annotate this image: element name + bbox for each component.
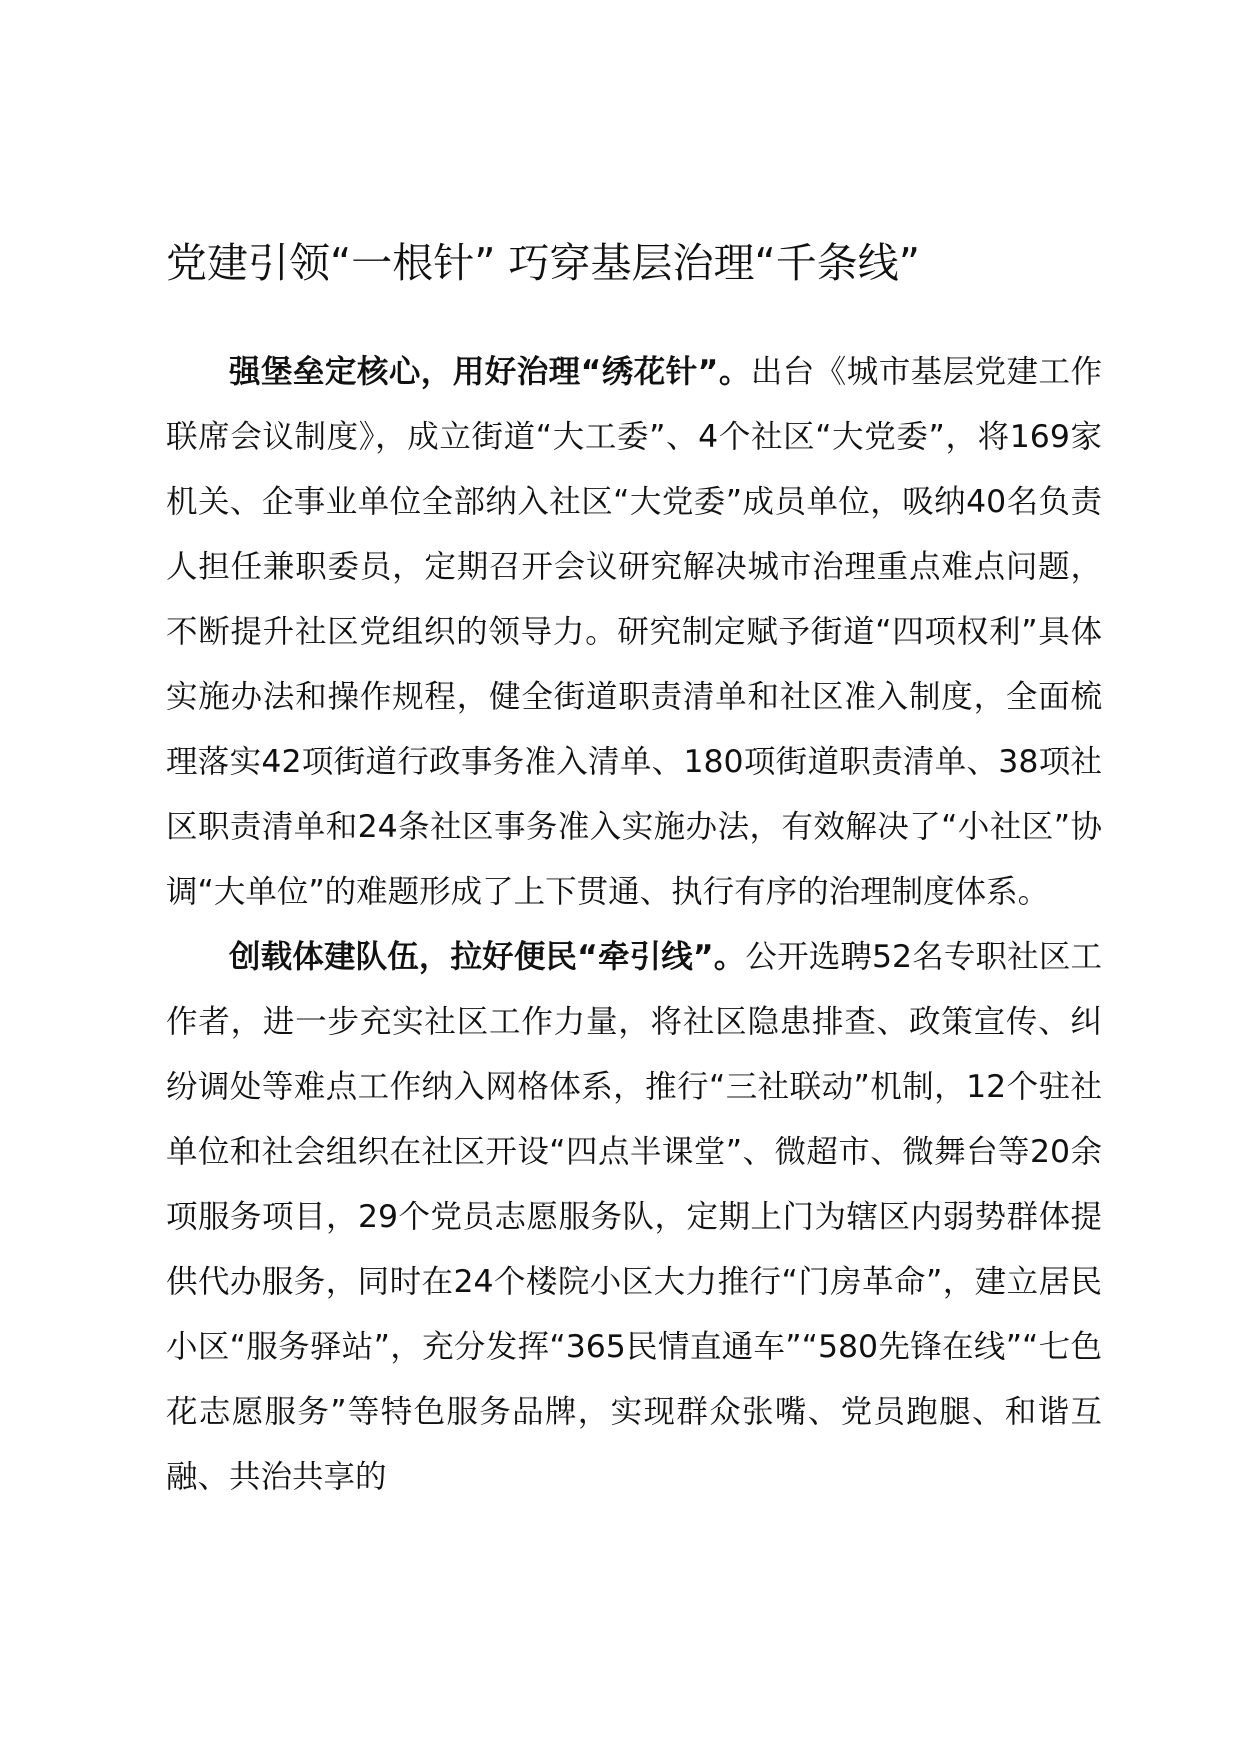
paragraph-2-text: 公开选聘52名专职社区工作者，进一步充实社区工作力量，将社区隐患排查、政策宣传、纠纷调处等难点工作纳入网格体系，推行“三社联动”机制，12个驻社单位和社会组织在社区开设“四点半课堂”、微超市、微舞台等20余项服务项目，29个党员志愿服务队，定期上门为辖区内弱势群体提供代办服务，同时在24个楼院小区大力推行“门房革命”，建立居民小区“服务驿站”，充分发挥“365民情直通车”“580先锋在线”“七色花志愿服务”等特色服务品牌，实现群众张嘴、党员跑腿、和谐互融、共治共享的 — [166, 939, 1102, 1495]
paragraph-2 — [166, 925, 1102, 1510]
document-body — [166, 340, 1102, 1510]
paragraph-2-heading: 创载体建队伍，拉好便民“牵引线”。 — [229, 939, 746, 975]
paragraph-1-text: 出台《城市基层党建工作联席会议制度》，成立街道“大工委”、4个社区“大党委”，将169家机关、企事业单位全部纳入社区“大党委”成员单位，吸纳40名负责人担任兼职委员，定期召开会议研究解决城市治理重点难点问题，不断提升社区党组织的领导力。研究制定赋予街道“四项权利”具体实施办法和操作规程，健全街道职责清单和社区准入制度，全面梳理落实42项街道行政事务准入清单、180项街道职责清单、38项社区职责清单和24条社区事务准入实施办法，有效解决了“小社区”协调“大单位”的难题形成了上下贯通、执行有序的治理制度体系。 — [166, 354, 1102, 910]
document-title: 党建引领“一根针” 巧穿基层治理“千条线” — [166, 239, 920, 288]
paragraph-1 — [166, 340, 1102, 925]
paragraph-1-heading: 强堡垒定核心，用好治理“绣花针”。 — [229, 354, 751, 390]
